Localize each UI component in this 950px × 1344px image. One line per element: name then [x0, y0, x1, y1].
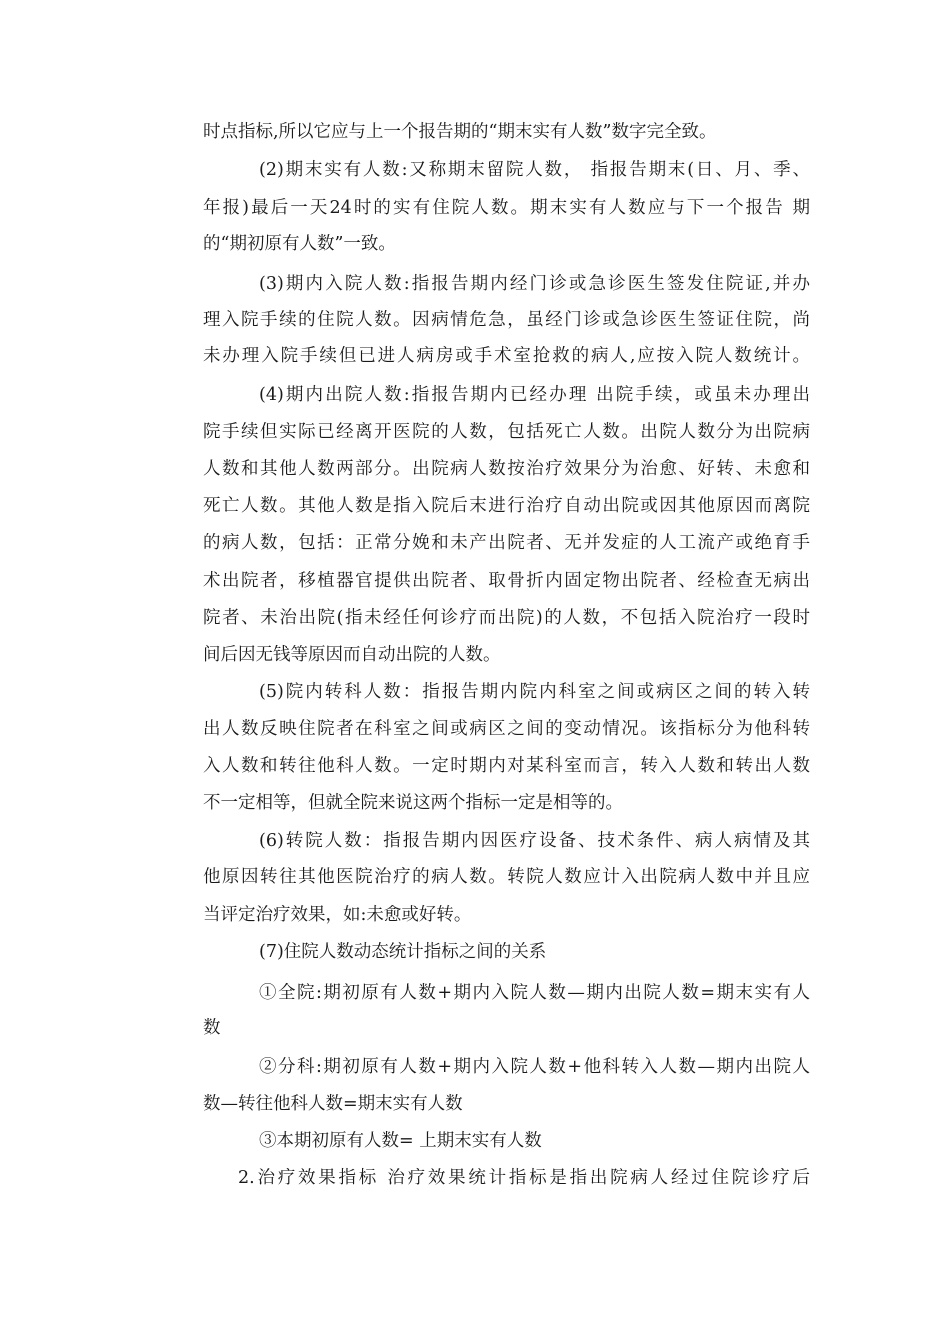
text-line-20: (6)转院人数：指报告期内因医疗设备、技术条件、病人病情及其 [259, 831, 810, 851]
text-line-28: ③本期初原有人数= 上期末实有人数 [259, 1131, 542, 1151]
text-line-18: 入人数和转往他科人数。一定时期内对某科室而言，转入人数和转出人数 [203, 756, 810, 776]
text-line-19: 不一定相等，但就全院来说这两个指标一定是相等的。 [203, 793, 623, 813]
text-line-8: (4)期内出院人数:指报告期内已经办理 出院手续，或虽未办理出 [259, 385, 810, 405]
text-line-12: 的病人数，包括：正常分娩和未产出院者、无并发症的人工流产或绝育手 [203, 533, 810, 553]
text-line-9: 院手续但实际已经离开医院的人数，包括死亡人数。出院人数分为出院病 [203, 422, 810, 442]
text-line-23: (7)住院人数动态统计指标之间的关系 [259, 942, 547, 962]
text-line-21: 他原因转往其他医院治疗的病人数。转院人数应计入出院病人数中并且应 [203, 867, 810, 887]
text-line-6: 理入院手续的住院人数。因病情危急，虽经门诊或急诊医生签证住院，尚 [203, 310, 810, 330]
text-line-7: 未办理入院手续但已进人病房或手术室抢救的病人,应按入院人数统计。 [203, 346, 810, 366]
text-line-2: (2)期末实有人数:又称期末留院人数， 指报告期末(日、月、季、 [259, 160, 810, 180]
text-line-15: 间后因无钱等原因而自动出院的人数。 [203, 645, 501, 665]
text-line-27: 数—转往他科人数=期末实有人数 [203, 1094, 463, 1114]
text-line-11: 死亡人数。其他人数是指入院后末进行治疗自动出院或因其他原因而离院 [203, 496, 810, 516]
text-line-14: 院者、未治出院(指未经任何诊疗而出院)的人数，不包括入院治疗一段时 [203, 608, 810, 628]
text-line-17: 出人数反映住院者在科室之间或病区之间的变动情况。该指标分为他科转 [203, 719, 810, 739]
text-line-3: 年报)最后一天24时的实有住院人数。期末实有人数应与下一个报告 期 [203, 198, 810, 218]
text-line-4: 的“期初原有人数”一致。 [203, 234, 396, 254]
text-line-16: (5)院内转科人数：指报告期内院内科室之间或病区之间的转入转 [259, 682, 810, 702]
text-line-26: ②分科:期初原有人数+期内入院人数+他科转入人数—期内出院人 [259, 1057, 810, 1077]
text-line-10: 人数和其他人数两部分。出院病人数按治疗效果分为治愈、好转、未愈和 [203, 459, 810, 479]
text-line-13: 术出院者，移植器官提供出院者、取骨折内固定物出院者、经检查无病出 [203, 571, 810, 591]
text-line-24: ①全院:期初原有人数+期内入院人数—期内出院人数=期末实有人 [259, 983, 810, 1003]
text-line-5: (3)期内入院人数:指报告期内经门诊或急诊医生签发住院证,并办 [259, 274, 810, 294]
text-line-22: 当评定治疗效果，如:未愈或好转。 [203, 905, 472, 925]
text-line-25: 数 [203, 1018, 221, 1038]
text-line-29: 2.治疗效果指标 治疗效果统计指标是指出院病人经过住院诊疗后 [238, 1168, 810, 1188]
text-line-1: 时点指标,所以它应与上一个报告期的“期末实有人数”数字完全致。 [203, 122, 717, 142]
